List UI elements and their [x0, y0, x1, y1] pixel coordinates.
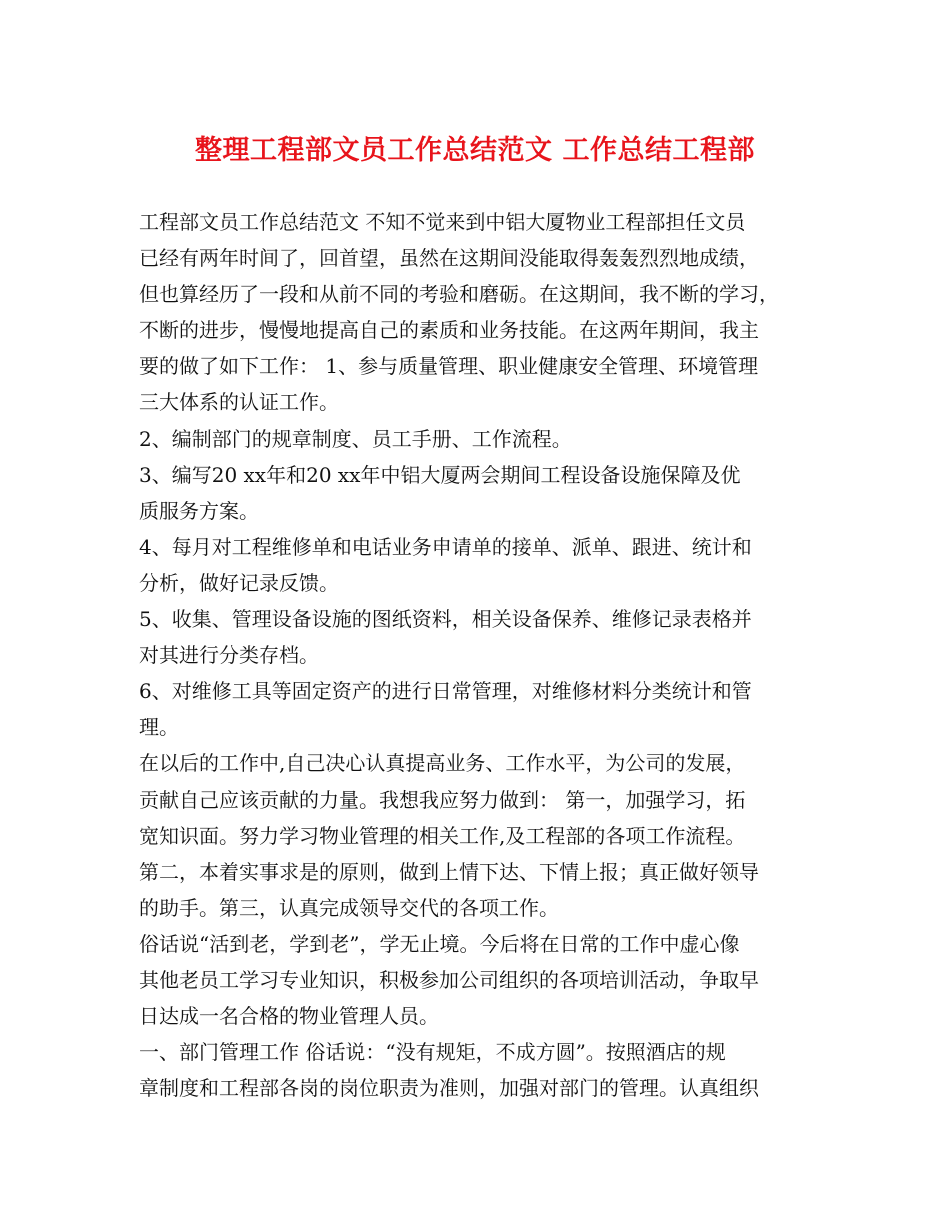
body-line: 5、收集、管理设备设施的图纸资料，相关设备保养、维修记录表格并: [139, 607, 752, 632]
body-line: 但也算经历了一段和从前不同的考验和磨砺。在这期间，我不断的学习，: [139, 282, 779, 307]
body-line: 在以后的工作中,自己决心认真提高业务、工作水平，为公司的发展，: [139, 751, 746, 776]
body-line: 贡献自己应该贡献的力量。我想我应努力做到： 第一，加强学习，拓: [139, 787, 746, 812]
body-line: 第二，本着实事求是的原则，做到上情下达、下情上报；真正做好领导: [139, 859, 759, 884]
body-line: 要的做了如下工作： 1、参与质量管理、职业健康安全管理、环境管理: [139, 354, 759, 379]
body-line: 理。: [139, 715, 179, 740]
body-line: 6、对维修工具等固定资产的进行日常管理，对维修材料分类统计和管: [139, 679, 752, 704]
body-line: 三大体系的认证工作。: [139, 390, 339, 415]
body-line: 章制度和工程部各岗的岗位职责为准则，加强对部门的管理。认真组织: [139, 1076, 759, 1101]
document-title: 整理工程部文员工作总结范文 工作总结工程部: [195, 135, 755, 166]
body-line: 已经有两年时间了，回首望，虽然在这期间没能取得轰轰烈烈地成绩，: [139, 246, 759, 271]
body-line: 的助手。第三，认真完成领导交代的各项工作。: [139, 895, 559, 920]
document-body: [139, 204, 829, 1106]
body-line: 质服务方案。: [139, 498, 259, 523]
body-line: 工程部文员工作总结范文 不知不觉来到中铝大厦物业工程部担任文员: [139, 210, 746, 234]
body-line: 日达成一名合格的物业管理人员。: [139, 1004, 439, 1029]
body-line: 对其进行分类存档。: [139, 643, 319, 668]
body-line: 一、部门管理工作 俗话说：“没有规矩，不成方圆”。按照酒店的规: [139, 1040, 726, 1065]
body-line: 宽知识面。努力学习物业管理的相关工作,及工程部的各项工作流程。: [139, 823, 746, 848]
body-line: 3、编写20 xx年和20 xx年中铝大厦两会期间工程设备设施保障及优: [139, 462, 741, 487]
body-line: 分析，做好记录反馈。: [139, 570, 339, 595]
body-line: 俗话说“活到老，学到老”，学无止境。今后将在日常的工作中虚心像: [139, 931, 740, 956]
body-line: 2、编制部门的规章制度、员工手册、工作流程。: [139, 426, 572, 451]
body-line: 4、每月对工程维修单和电话业务申请单的接单、派单、跟进、统计和: [139, 534, 752, 559]
body-line: 不断的进步，慢慢地提高自己的素质和业务技能。在这两年期间，我主: [139, 318, 759, 343]
body-line: 其他老员工学习专业知识，积极参加公司组织的各项培训活动，争取早: [139, 967, 759, 992]
